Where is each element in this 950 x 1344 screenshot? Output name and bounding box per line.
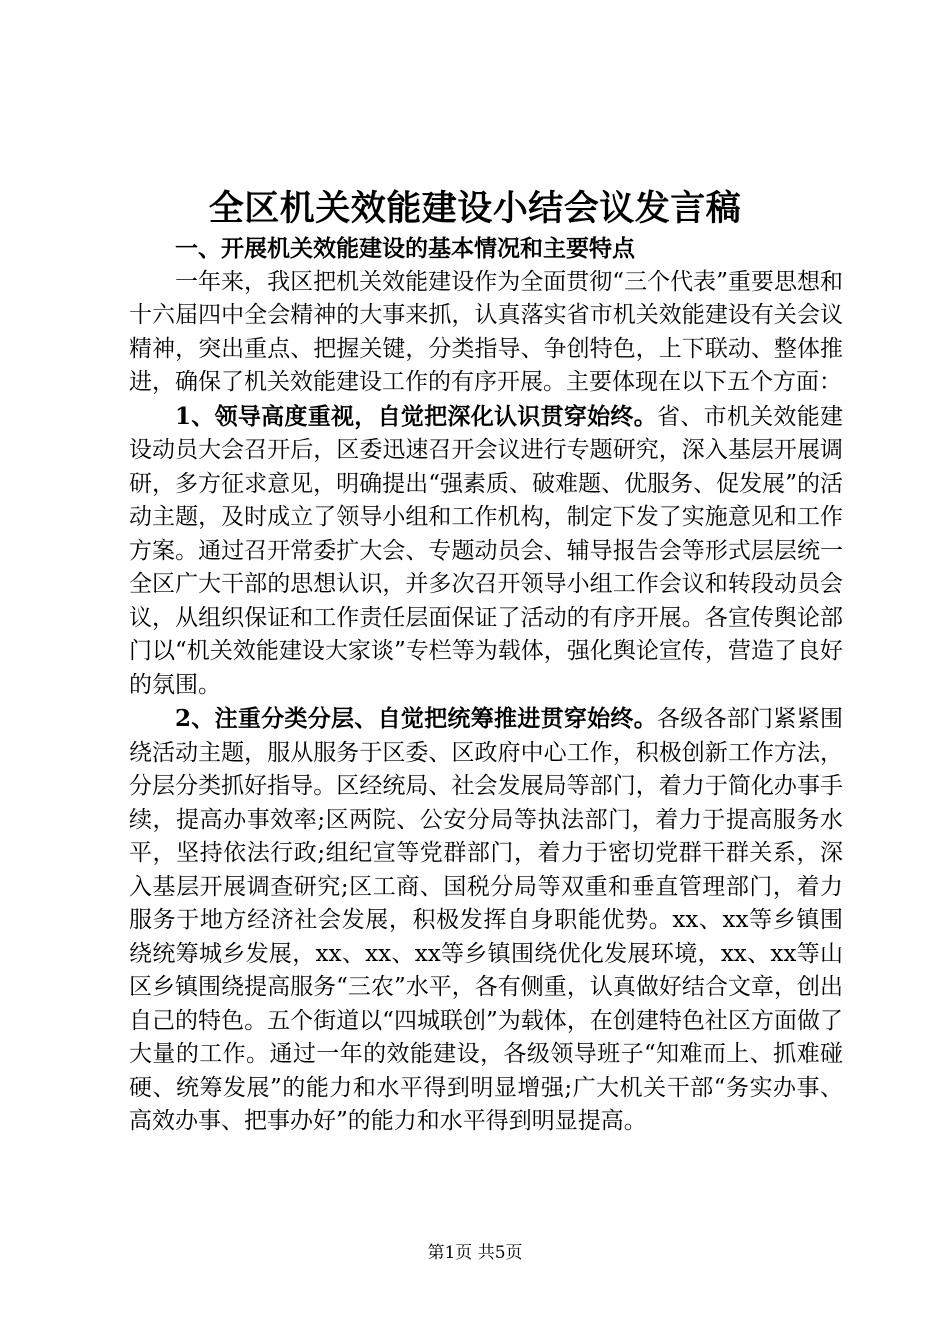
paragraph-intro xyxy=(129,266,843,400)
document-title: 全区机关效能建设小结会议发言稿 xyxy=(208,188,742,229)
paragraph-text: 各级各部门紧紧围绕活动主题，服从服务于区委、区政府中心工作，积极创新工作方法，分层分类抓好指导。区经统局、社会发展局等部门，着力于简化办事手续，提高办事效率;区两院、公安分局等执法部门，着力于提高服务水平，坚持依法行政;组纪宣等党群部门，着力于密切党群干群关系，深入基层开展调查研究;区工商、国税分局等双重和垂直管理部门，着力服务于地方经济社会发展，积极发挥自身职能优势。xx、xx等乡镇围绕统筹城乡发展，xx、xx、xx等乡镇围绕优化发展环境，xx、xx等山区乡镇围绕提高服务“三农”水平，各有侧重，认真做好结合文章，创出自己的特色。五个街道以“四城联创”为载体，在创建特色社区方面做了大量的工作。通过一年的效能建设，各级领导班子“知难而上、抓难碰硬、统筹发展”的能力和水平得到明显增强;广大机关干部“务实办事、高效办事、把事办好”的能力和水平得到明显提高。 xyxy=(129,706,843,1134)
page-footer: 第1页 共5页 xyxy=(427,1243,523,1263)
paragraph-text: 一年来，我区把机关效能建设作为全面贯彻“三个代表”重要思想和十六届四中全会精神的大事来抓，认真落实省市机关效能建设有关会议精神，突出重点、把握关键，分类指导、争创特色，上下联动、整体推进，确保了机关效能建设工作的有序开展。主要体现在以下五个方面： xyxy=(129,268,843,395)
paragraph-lead: 1、领导高度重视，自觉把深化认识贯穿始终。 xyxy=(175,402,657,430)
section-heading: 一、开展机关效能建设的基本情况和主要特点 xyxy=(175,235,635,262)
paragraph-point-2 xyxy=(129,702,843,1139)
paragraph-lead: 2、注重分类分层、自觉把统筹推进贯穿始终。 xyxy=(175,705,657,732)
paragraph-point-1 xyxy=(129,400,843,703)
document-body xyxy=(129,232,843,1139)
paragraph-text: 省、市机关效能建设动员大会召开后，区委迅速召开会议进行专题研究，深入基层开展调研，多方征求意见，明确提出“强素质、破难题、优服务、促发展”的活动主题，及时成立了领导小组和工作机构，制定下发了实施意见和工作方案。通过召开常委扩大会、专题动员会、辅导报告会等形式层层统一全区广大干部的思想认识，并多次召开领导小组工作会议和转段动员会议，从组织保证和工作责任层面保证了活动的有序开展。各宣传舆论部门以“机关效能建设大家谈”专栏等为载体，强化舆论宣传，营造了良好的氛围。 xyxy=(129,403,843,698)
